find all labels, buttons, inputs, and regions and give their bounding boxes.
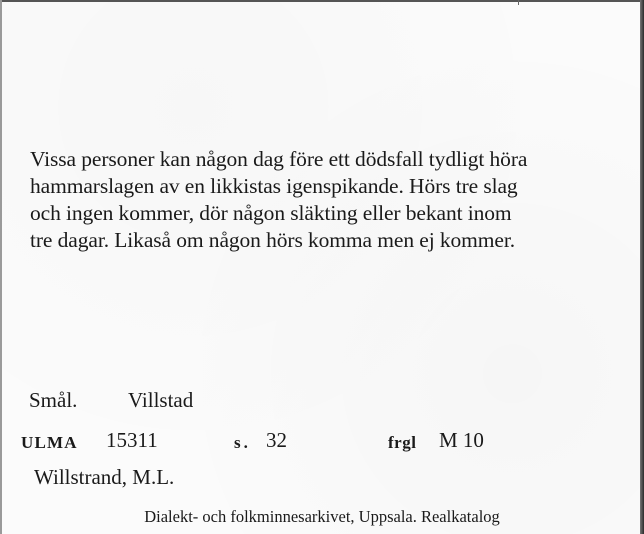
card-top-mark [514, 0, 519, 5]
province: Smål. [29, 388, 78, 412]
archive-label: ULMA [21, 433, 78, 452]
record-text-line: hammarslagen av en likkistas igenspikande. Hörs tre slag [30, 174, 518, 198]
parish: Villstad [128, 388, 194, 412]
questionnaire-code: M 10 [439, 428, 484, 452]
recorder-name: Willstrand, M.L. [34, 465, 175, 489]
questionnaire-label: frgl [388, 433, 417, 452]
archive-footer: Dialekt- och folkminnesarkivet, Uppsala. Realkatalog [144, 507, 500, 526]
record-text-line: Vissa personer kan någon dag före ett dödsfall tydligt höra [30, 147, 528, 171]
record-text-line: tre dagar. Likaså om någon hörs komma men ej kommer. [30, 228, 515, 252]
scan-right-edge [640, 0, 644, 534]
card-top-edge [2, 0, 642, 2]
record-text-line: och ingen kommer, dör någon släkting eller bekant inom [30, 201, 512, 225]
page-label: s. [234, 433, 251, 452]
archive-number: 15311 [106, 428, 158, 452]
page-number: 32 [266, 428, 287, 452]
record-text [30, 146, 630, 254]
